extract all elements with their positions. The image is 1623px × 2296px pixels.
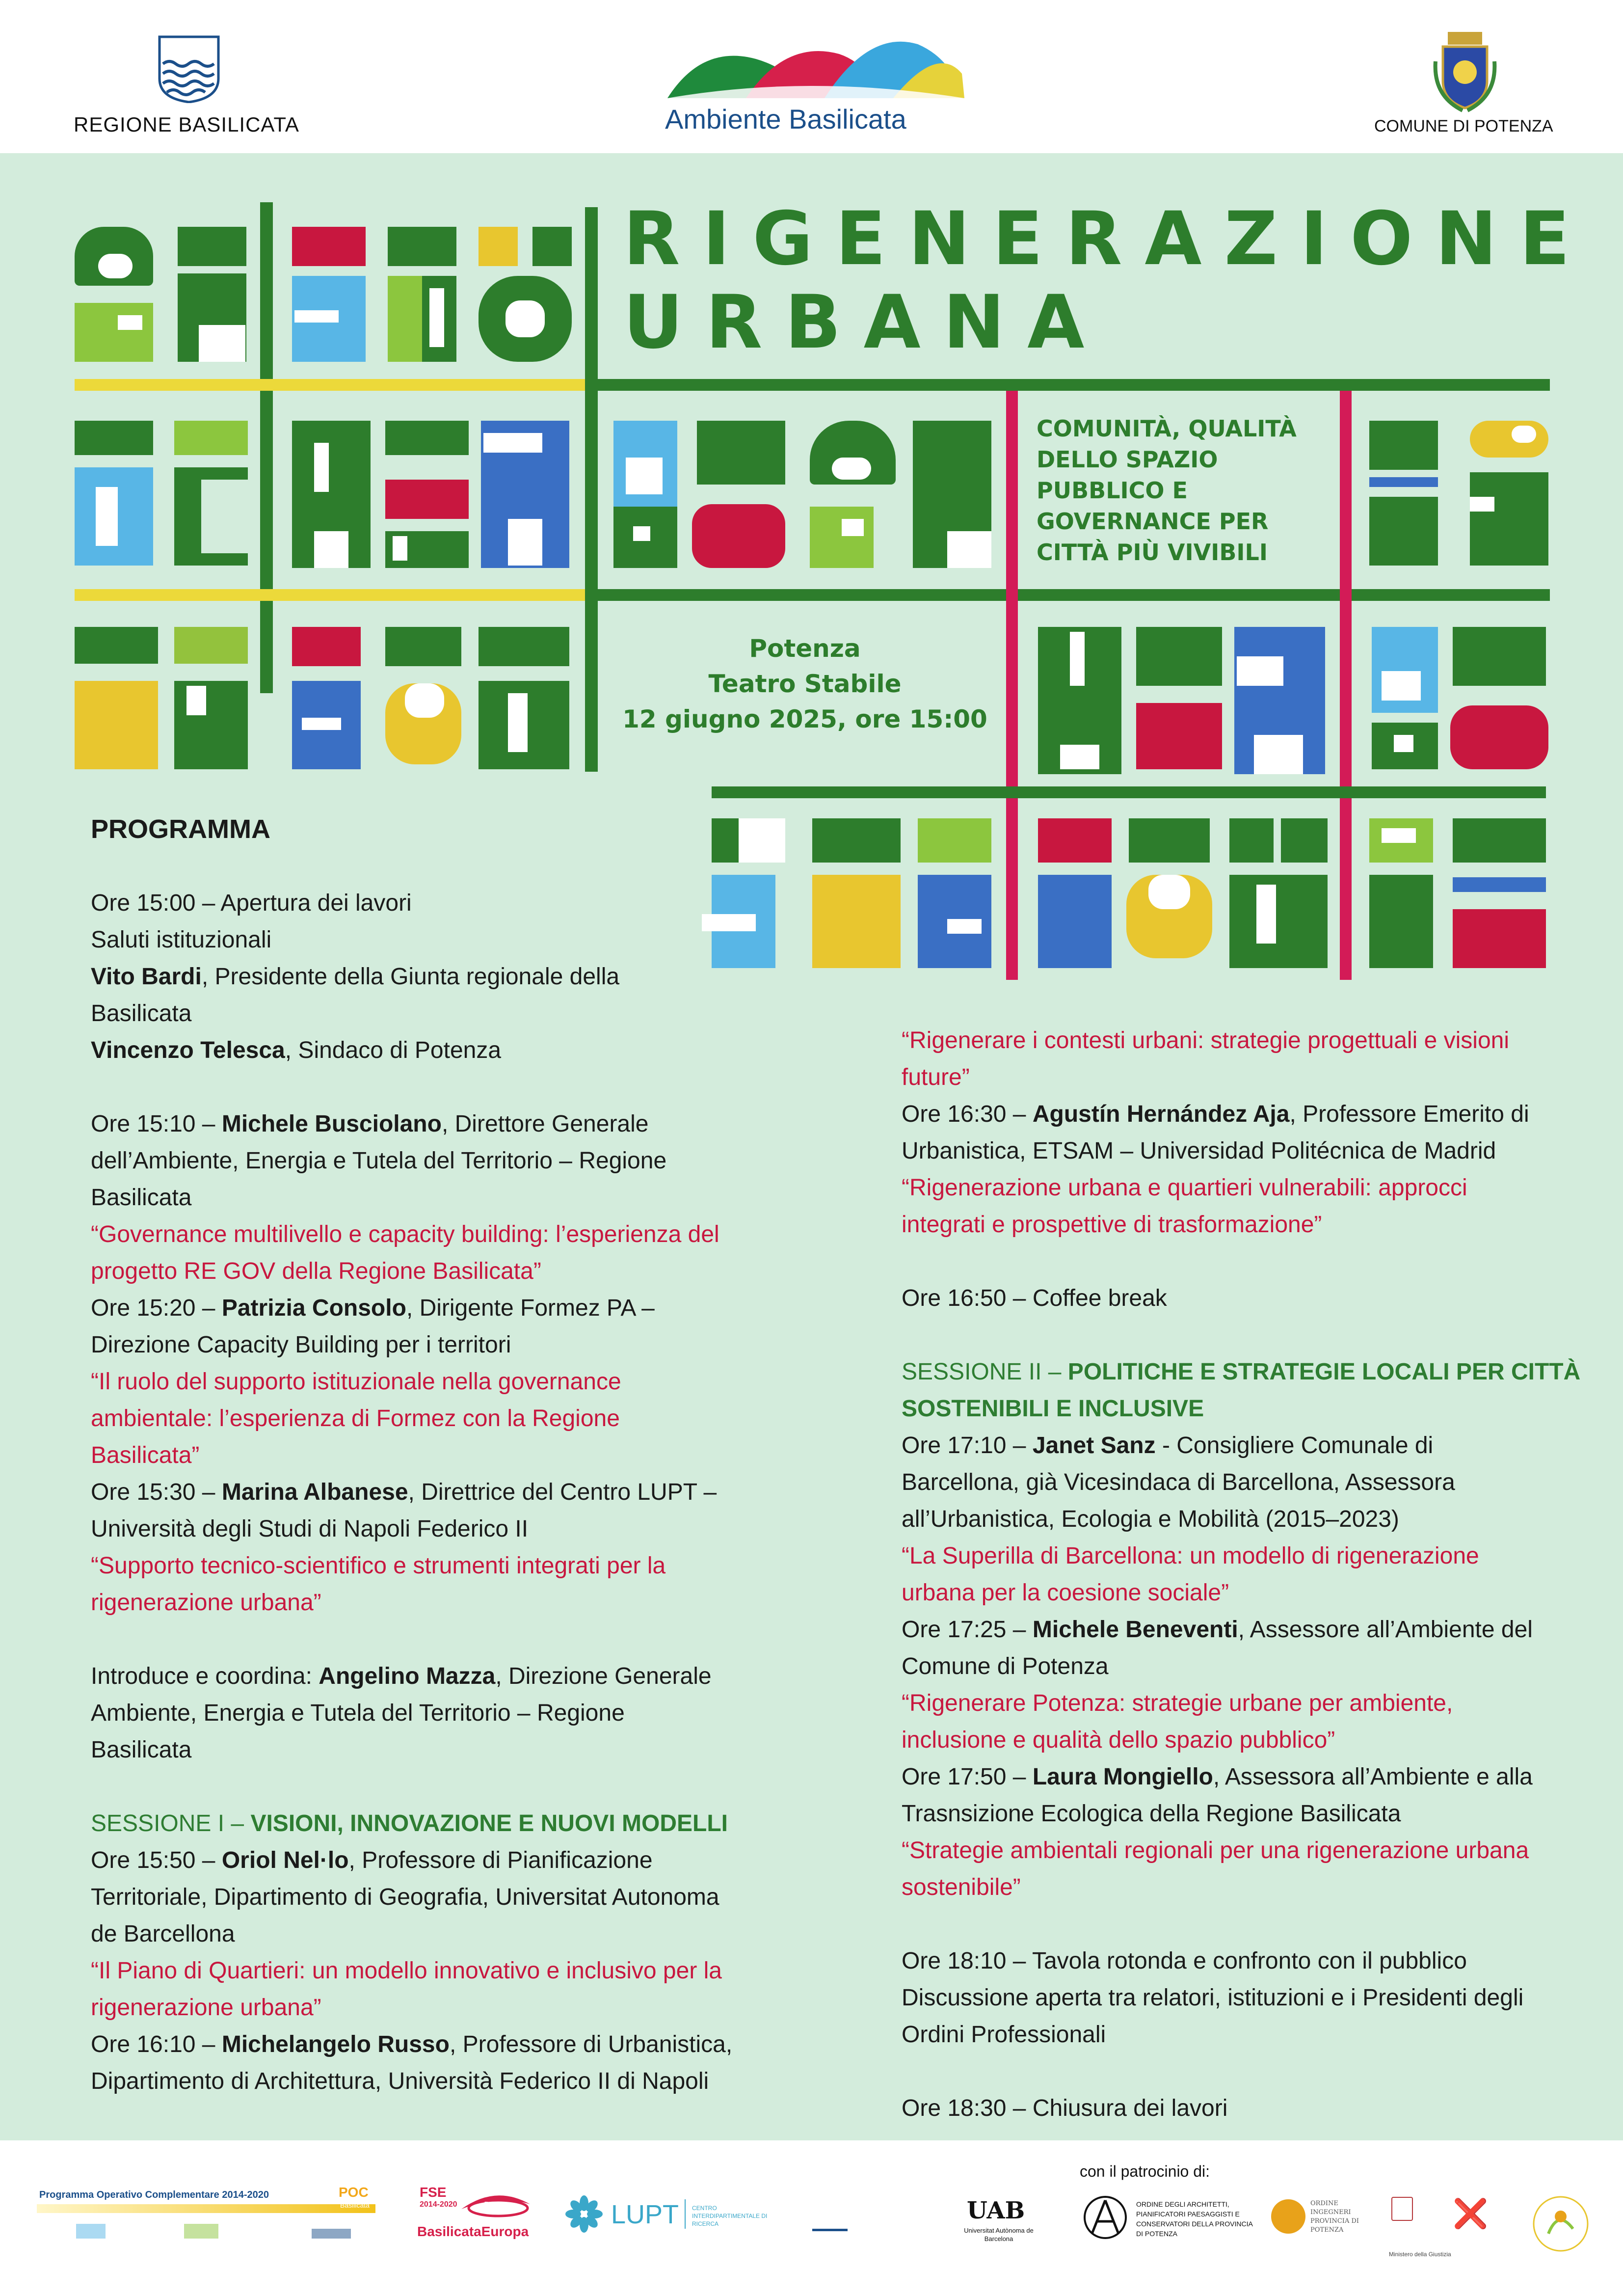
- block-g18: [1453, 909, 1546, 968]
- block-b5-hole2: [314, 531, 348, 568]
- program-heading: PROGRAMMA: [91, 814, 270, 844]
- uab-sub: Universitat Autònoma de Barcelona: [964, 2227, 1034, 2242]
- fse-years: 2014-2020: [420, 2200, 457, 2209]
- block-a7: [388, 227, 456, 266]
- session-1-heading: SESSIONE I – VISIONI, INNOVAZIONE E NUOVI MODELLI: [91, 1810, 728, 1837]
- talk-title: rigenerazione urbana”: [91, 1995, 321, 2021]
- block-d1-b-hole: [633, 526, 650, 541]
- block-d4-hole: [832, 458, 871, 480]
- block-d6-hole: [947, 531, 991, 568]
- header: [0, 0, 1623, 153]
- architects-logo[interactable]: [1082, 2194, 1259, 2248]
- block-d2: [697, 421, 785, 485]
- title-line-1: RIGENERAZIONE: [623, 196, 1593, 282]
- road-vertical-2: [585, 207, 598, 772]
- block-e5-hole: [1470, 497, 1494, 512]
- block-c4: [174, 681, 248, 769]
- block-g4: [812, 875, 901, 968]
- block-c10-hole: [508, 693, 528, 752]
- block-e4: [1369, 497, 1438, 566]
- road-green-horizontal-1: [598, 379, 1550, 391]
- item-1530: Ore 15:30 – Marina Albanese, Direttrice del Centro LUPT –: [91, 1479, 717, 1505]
- block-a10: [479, 227, 518, 266]
- block-a3: [178, 227, 246, 266]
- talk-title: urbana per la coesione sociale”: [902, 1580, 1229, 1606]
- subtitle-line: COMUNITÀ, QUALITÀ: [1037, 415, 1297, 442]
- block-b9-hole2: [508, 519, 542, 566]
- block-b9-hole: [483, 433, 542, 453]
- block-f1-hole2: [1060, 745, 1099, 769]
- event-venue: [609, 631, 1001, 737]
- road-green-horizontal-3: [712, 786, 1546, 798]
- block-b7: [385, 480, 469, 519]
- talk-title: integrati e prospettive di trasformazione”: [902, 1212, 1322, 1238]
- item-1610: Ore 16:10 – Michelangelo Russo, Professore di Urbanistica,: [91, 2031, 733, 2057]
- talk-title: “Strategie ambientali regionali per una rigenerazione urbana: [902, 1837, 1529, 1864]
- lupt-sub: CENTRO INTERDIPARTIMENTALE DI RICERCA: [692, 2205, 768, 2227]
- speaker-bardi: Vito Bardi, Presidente della Giunta regionale della: [91, 964, 620, 990]
- poc-partner-marks: [37, 2219, 375, 2248]
- moderator: Introduce e coordina: Angelino Mazza, Direzione Generale: [91, 1663, 712, 1689]
- poster-main: [0, 153, 1623, 2140]
- block-f4-hole: [1237, 656, 1283, 686]
- program-left-column: PROGRAMMA Ore 15:00 – Apertura dei lavori Saluti istituzionali Vito Bardi, Presidente della Giunta regionale della Basilicata Vincenzo Telesca, Sindaco di Potenza Ore 15:10 – Michele Busciolano, Direttore Generale dell’Ambiente, Energia e Tutela del Territorio – Regione Basilicata “Governance multilivello e capacity building: l’esperienza del progetto RE GOV della Regione Basilicata” Ore 15:20 – Patrizia Consolo, Dirigente Formez PA – Direzione Capacity Building per i territori “Il ruolo del supporto istituzionale nella governance ambientale: l’esperienza di Formez con la Regione Basilicata” Ore 15:30 – Marina Albanese, Direttrice del Centro LUPT – Università degli Studi di Napoli Federico II “Supporto tecnico-scientifico e strumenti integrati per la rigenerazione urbana” Introduce e coordina: Angelino Mazza, Direzione Generale Ambiente, Energia e Tutela del Territorio – Regione Basilicata SESSIONE I – VISIONI, INNOVAZIONE E NUOVI MODELLI Ore 15:50 – Oriol Nel·lo, Professore di Pianificazione Territoriale, Dipartimento di Geografia, Universitat Autonoma de Barcellona “Il Piano di Quartieri: un modello innovativo e inclusivo per la rigenerazione urbana” Ore 16:10 – Michelangelo Russo, Professore di Urbanistica, Dipartimento di Architettura, Università Federico II di Napoli: [91, 811, 778, 2100]
- block-g13: [1229, 875, 1328, 968]
- talk-title: inclusione e qualità dello spazio pubblico”: [902, 1727, 1335, 1753]
- architects-compass-icon: [1082, 2194, 1129, 2241]
- block-d3: [692, 504, 785, 568]
- comune-di-potenza-text: COMUNE DI POTENZA: [1374, 117, 1553, 135]
- title-line-2: URBANA: [623, 280, 1107, 365]
- block-c9: [479, 627, 569, 666]
- engineers-text: ORDINE INGEGNERI PROVINCIA DI POTENZA: [1310, 2200, 1359, 2234]
- talk-title: “Rigenerare Potenza: strategie urbane per ambiente,: [902, 1690, 1453, 1716]
- block-e1: [1369, 421, 1438, 470]
- block-c8-hole: [405, 683, 444, 718]
- block-g9: [1129, 818, 1210, 863]
- block-c6-hole: [302, 718, 341, 730]
- talk-title: “Governance multilivello e capacity building: l’esperienza del: [91, 1221, 719, 1247]
- lupt-label: LUPT: [611, 2200, 679, 2229]
- ministry-af-mark-icon: ❌: [1453, 2197, 1489, 2230]
- ministry-logo[interactable]: [1389, 2197, 1507, 2270]
- talk-title: Basilicata”: [91, 1442, 200, 1468]
- lupt-divider: [685, 2199, 686, 2229]
- block-f3: [1136, 703, 1222, 769]
- venue-date: 12 giugno 2025, ore 15:00: [622, 705, 987, 733]
- block-g14-hole: [1382, 828, 1416, 843]
- subtitle: [1037, 413, 1341, 568]
- ambiente-basilicata-text: Ambiente Basilicata: [665, 104, 906, 135]
- closing: Ore 18:30 – Chiusura dei lavori: [902, 2095, 1228, 2121]
- road-red-vertical-1: [1006, 391, 1018, 980]
- potenza-coat-of-arms-icon: [1433, 32, 1497, 113]
- talk-title: sostenibile”: [902, 1874, 1021, 1900]
- architects-text: ORDINE DEGLI ARCHITETTI, PIANIFICATORI PAESAGGISTI E CONSERVATORI DELLA PROVINCIA DI POTENZA: [1136, 2200, 1253, 2238]
- circle-emblem-icon: [1529, 2189, 1593, 2263]
- block-g6-hole: [947, 919, 982, 934]
- por-fse-logo[interactable]: [410, 2180, 537, 2253]
- block-g12: [1281, 818, 1328, 863]
- block-f1-hole: [1070, 632, 1085, 686]
- block-f4-hole2: [1254, 735, 1303, 774]
- block-b5-hole: [314, 443, 329, 492]
- block-b6: [385, 421, 469, 455]
- uab-logo[interactable]: [947, 2197, 1045, 2251]
- subtitle-line: GOVERNANCE PER: [1037, 508, 1269, 535]
- block-g5: [918, 818, 991, 863]
- block-f2: [1136, 627, 1222, 686]
- poc-logo[interactable]: [37, 2185, 375, 2253]
- engineers-emblem-icon: [1271, 2199, 1305, 2234]
- poc-mark: [184, 2224, 218, 2239]
- regione-basilicata-emblem-icon: [157, 34, 221, 103]
- block-c5: [292, 627, 361, 666]
- round-table: Ore 18:10 – Tavola rotonda e confronto con il pubblico: [902, 1948, 1467, 1974]
- patronage-label: con il patrocinio di:: [1080, 2162, 1210, 2180]
- block-g8: [1038, 875, 1112, 968]
- block-a2: [75, 303, 153, 362]
- road-yellow-horizontal-2: [75, 589, 585, 601]
- road-vertical-1: [260, 202, 273, 693]
- subtitle-line: DELLO SPAZIO: [1037, 446, 1218, 473]
- block-a6-hole: [294, 310, 339, 323]
- road-green-horizontal-2: [598, 589, 1550, 601]
- engineers-logo[interactable]: [1271, 2199, 1404, 2248]
- block-a2-hole: [118, 315, 142, 330]
- item-1630: Ore 16:30 – Agustín Hernández Aja, Professore Emerito di: [902, 1101, 1529, 1127]
- block-f5-hole: [1382, 671, 1421, 701]
- regione-basilicata-text: REGIONE BASILICATA: [74, 113, 299, 136]
- block-c4-hole: [186, 686, 206, 715]
- block-g16: [1369, 875, 1433, 968]
- talk-title: “Il ruolo del supporto istituzionale nella governance: [91, 1369, 621, 1395]
- subtitle-line: PUBBLICO E: [1037, 477, 1188, 504]
- session-2-heading: SESSIONE II – POLITICHE E STRATEGIE LOCALI PER CITTÀ: [902, 1359, 1581, 1385]
- poc-mark: [312, 2229, 351, 2239]
- block-g15: [1453, 818, 1546, 863]
- speaker-telesca: Vincenzo Telesca, Sindaco di Potenza: [91, 1037, 502, 1063]
- basilicata-europa-text: BasilicataEuropa: [417, 2224, 529, 2239]
- ministry-text: Ministero della Giustizia: [1389, 2251, 1451, 2258]
- lupt-logo[interactable]: [564, 2194, 785, 2239]
- subtitle-line: CITTÀ PIÙ VIVIBILI: [1037, 539, 1268, 566]
- block-a8: [388, 276, 422, 362]
- talk-title: “La Superilla di Barcellona: un modello di rigenerazione: [902, 1543, 1479, 1569]
- talk-title: rigenerazione urbana”: [91, 1590, 321, 1616]
- opening-time: Ore 15:00 – Apertura dei lavori: [91, 890, 412, 916]
- block-c3: [174, 627, 248, 664]
- block-b2-hole: [96, 487, 118, 546]
- poc-badge: POC: [339, 2185, 369, 2200]
- talk-title: ambientale: l’esperienza di Formez con la Regione: [91, 1405, 620, 1432]
- por-label: POR: [483, 2200, 503, 2210]
- block-b8-hole: [393, 536, 407, 561]
- block-d1-hole: [626, 458, 663, 494]
- talk-title: “Rigenerazione urbana e quartieri vulnerabili: approcci: [902, 1175, 1467, 1201]
- talk-title: “Supporto tecnico-scientifico e strumenti integrati per la: [91, 1553, 666, 1579]
- poc-program-text: Programma Operativo Complementare 2014-2020: [39, 2189, 269, 2200]
- fse-label: FSE: [420, 2185, 447, 2200]
- coffee-break: Ore 16:50 – Coffee break: [902, 1285, 1167, 1311]
- poc-bar: [37, 2204, 375, 2213]
- item-1725: Ore 17:25 – Michele Beneventi, Assessore all’Ambiente del: [902, 1617, 1533, 1643]
- block-a12-hole: [506, 300, 545, 337]
- block-a4-hole: [199, 325, 245, 362]
- poc-mark: [76, 2224, 106, 2239]
- mountains-icon: [663, 29, 967, 103]
- block-e2: [1470, 421, 1548, 458]
- ministry-emblem-icon: [1391, 2197, 1413, 2221]
- uab-label: UAB: [967, 2197, 1025, 2224]
- block-f6: [1453, 627, 1546, 686]
- block-g13-hole: [1256, 885, 1276, 944]
- venue-theatre: Teatro Stabile: [708, 670, 902, 698]
- greetings: Saluti istituzionali: [91, 927, 272, 953]
- item-1520: Ore 15:20 – Patrizia Consolo, Dirigente Formez PA –: [91, 1295, 655, 1321]
- talk-title: “Rigenerare i contesti urbani: strategie progettuali e visioni: [902, 1027, 1509, 1053]
- road-red-vertical-2: [1340, 391, 1352, 980]
- lupt-flower-icon: [564, 2194, 604, 2234]
- block-c1: [75, 627, 158, 664]
- block-f5-b-hole: [1394, 735, 1413, 752]
- talk-title: “Il Piano di Quartieri: un modello innovativo e inclusivo per la: [91, 1958, 722, 1984]
- item-1750: Ore 17:50 – Laura Mongiello, Assessora all’Ambiente e alla: [902, 1764, 1533, 1790]
- block-f7: [1450, 705, 1548, 769]
- block-d5-hole: [842, 519, 864, 536]
- block-b3: [174, 421, 248, 455]
- comune-di-potenza-logo[interactable]: [1374, 29, 1561, 142]
- talk-title: progetto RE GOV della Regione Basilicata”: [91, 1258, 541, 1284]
- item-1710: Ore 17:10 – Janet Sanz - Consigliere Comunale di: [902, 1432, 1434, 1459]
- talk-title: future”: [902, 1064, 970, 1090]
- venue-city: Potenza: [749, 634, 861, 663]
- block-e5: [1470, 472, 1548, 566]
- block-a11: [532, 227, 572, 266]
- circle-emblem-logo[interactable]: [1529, 2189, 1593, 2263]
- ambiente-basilicata-logo[interactable]: [658, 20, 972, 142]
- block-b1: [75, 421, 153, 455]
- poc-badge-sub: Basilicata: [340, 2201, 370, 2209]
- block-e3: [1369, 477, 1438, 487]
- block-g7: [1038, 818, 1112, 863]
- block-g10-hole: [1148, 875, 1190, 909]
- footer-separator: [812, 2229, 848, 2231]
- footer: [0, 2140, 1623, 2296]
- block-c7: [385, 627, 461, 666]
- block-g17: [1453, 877, 1546, 892]
- block-c2: [75, 681, 158, 769]
- program-right-column: “Rigenerare i contesti urbani: strategie progettuali e visioni future” Ore 16:30 – Agustín Hernández Aja, Professore Emerito di Urbanistica, ETSAM – Universidad Politécnica de Madrid “Rigenerazione urbana e quartieri vulnerabili: approcci integrati e prospettive di trasformazione” Ore 16:50 – Coffee break SESSIONE II – POLITICHE E STRATEGIE LOCALI PER CITTÀ SOSTENIBILI E INCLUSIVE Ore 17:10 – Janet Sanz - Consigliere Comunale di Barcellona, già Vicesindaca di Barcellona, Assessora all’Urbanistica, Ecologia e Mobilità (2015–2023) “La Superilla di Barcellona: un modello di rigenerazione urbana per la coesione sociale” Ore 17:25 – Michele Beneventi, Assessore all’Ambiente del Comune di Potenza “Rigenerare Potenza: strategie urbane per ambiente, inclusione e qualità dello spazio pubblico” Ore 17:50 – Laura Mongiello, Assessora all’Ambiente e alla Trasnsizione Ecologica della Regione Basilicata “Strategie ambientali regionali per una rigenerazione urbana sostenibile” Ore 18:10 – Tavola rotonda e confronto con il pubblico Discussione aperta tra relatori, istituzioni e i Presidenti degli Ordini Professionali Ore 18:30 – Chiusura dei lavori: [902, 1022, 1589, 2127]
- item-1510: Ore 15:10 – Michele Busciolano, Direttore Generale: [91, 1111, 649, 1137]
- regione-basilicata-logo[interactable]: [74, 29, 309, 142]
- block-e2-hole: [1512, 426, 1536, 443]
- block-g3: [812, 818, 901, 863]
- block-a5: [292, 227, 366, 266]
- item-1550: Ore 15:50 – Oriol Nel·lo, Professore di Pianificazione: [91, 1847, 653, 1873]
- block-b4-hole: [201, 480, 248, 553]
- block-d5: [810, 507, 874, 568]
- road-yellow-horizontal: [75, 379, 585, 391]
- block-a1-hole: [98, 254, 133, 278]
- block-a9-hole: [429, 288, 444, 347]
- block-g11: [1229, 818, 1274, 863]
